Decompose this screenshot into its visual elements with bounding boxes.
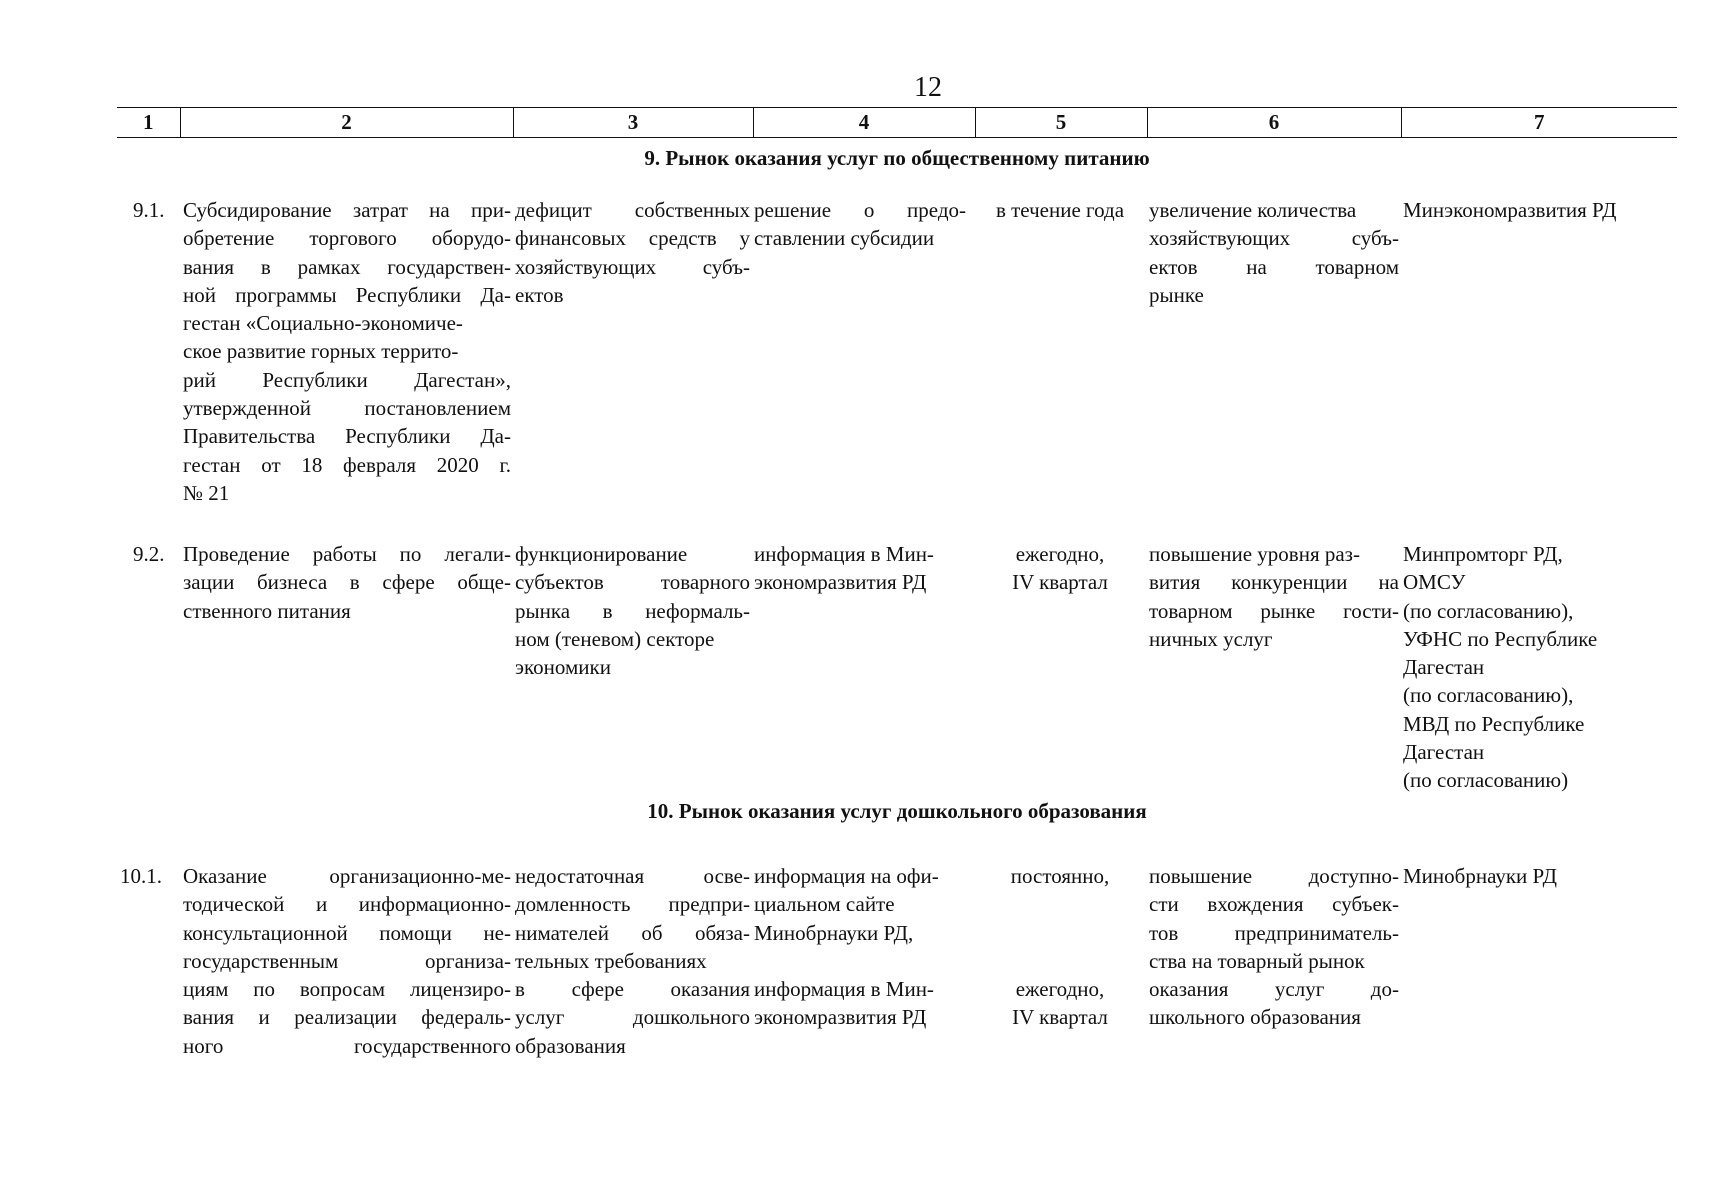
column-header-1: 1: [117, 108, 180, 138]
responsible-cell: [1403, 862, 1678, 890]
text-line: IV квартал: [1012, 1005, 1108, 1030]
section-title: 9. Рынок оказания услуг по общественному питанию: [644, 146, 1150, 170]
text-line: ектов на товарном: [1149, 254, 1399, 279]
text-line: школьного образования: [1149, 1005, 1361, 1030]
text-line: повышение доступно-: [1149, 864, 1399, 888]
text-line: услуг дошкольного: [515, 1005, 750, 1030]
text-line: утвержденной постановлением: [183, 396, 511, 421]
problem-cell: [515, 862, 750, 1060]
column-header-6: 6: [1147, 108, 1401, 138]
page-number: 12: [914, 72, 942, 103]
text-line: (по согласованию): [1403, 768, 1569, 793]
text-line: информация в Мин-: [754, 977, 934, 1002]
text-line: ское развитие горных террито-: [183, 339, 459, 364]
text-line: товарном рынке гости-: [1149, 598, 1399, 623]
result-cell: [1149, 196, 1399, 309]
text-line: консультационной помощи не-: [183, 920, 511, 945]
text-line: постоянно,: [1010, 864, 1110, 888]
text-line: Минпромторг РД,: [1403, 542, 1563, 566]
row-number: 9.1.: [133, 198, 165, 222]
text-line: дефицит собственных: [515, 198, 750, 222]
text-line: циям по вопросам лицензиро-: [183, 977, 511, 1002]
text-line: IV квартал: [1012, 570, 1108, 595]
text-line: МВД по Республике: [1403, 711, 1585, 736]
spacer: [754, 947, 966, 975]
result-cell: [1149, 862, 1399, 1032]
text-line: № 21: [183, 480, 230, 505]
result-cell: [1149, 540, 1399, 653]
text-line: ном (теневом) секторе: [515, 626, 715, 651]
responsible-cell: [1403, 540, 1678, 795]
text-line: Минэкономразвития РД: [1403, 198, 1617, 222]
text-line: ежегодно,: [1015, 542, 1105, 566]
text-line: обретение торгового оборудо-: [183, 226, 511, 251]
text-line: домленность предпри-: [515, 892, 750, 917]
measure-cell: [183, 540, 511, 625]
column-header-4: 4: [753, 108, 975, 138]
text-line: Дагестан: [1403, 655, 1485, 680]
text-line: финансовых средств у: [515, 226, 750, 251]
text-line: гестан от 18 февраля 2020 г.: [183, 452, 511, 477]
text-line: функционирование: [515, 542, 688, 566]
text-line: государственным организа-: [183, 948, 511, 973]
text-line: оказания услуг до-: [1149, 977, 1399, 1002]
column-header-7: 7: [1401, 108, 1677, 138]
text-line: Проведение работы по легали-: [183, 542, 511, 566]
document-cell: [754, 862, 966, 1032]
text-line: Субсидирование затрат на при-: [183, 198, 511, 222]
text-line: (по согласованию),: [1403, 598, 1574, 623]
text-line: решение о предо-: [754, 198, 966, 222]
text-line: Дагестан: [1403, 740, 1485, 765]
text-line: хозяйствующих субъ-: [515, 254, 750, 279]
text-line: Оказание организационно-ме-: [183, 864, 511, 888]
row-number: 9.2.: [133, 542, 165, 566]
term-cell: [982, 540, 1138, 597]
text-line: ставлении субсидии: [754, 226, 935, 251]
text-line: вания и реализации федераль-: [183, 1005, 511, 1030]
text-line: экономразвития РД: [754, 570, 927, 595]
text-line: ственного питания: [183, 598, 351, 623]
text-line: повышение уровня раз-: [1149, 542, 1360, 566]
text-line: ной программы Республики Да-: [183, 282, 511, 307]
text-line: информация на офи-: [754, 864, 939, 888]
column-header-5: 5: [975, 108, 1147, 138]
spacer: [982, 890, 1138, 918]
text-line: Правительства Республики Да-: [183, 424, 511, 449]
text-line: ОМСУ: [1403, 570, 1466, 595]
text-line: увеличение количества: [1149, 198, 1357, 222]
text-line: гестан «Социально-экономиче-: [183, 311, 463, 336]
measure-cell: [183, 862, 511, 1060]
term-cell: [982, 862, 1138, 1032]
text-line: рынке: [1149, 282, 1204, 307]
text-line: вития конкуренции на: [1149, 570, 1399, 595]
text-line: вания в рамках государствен-: [183, 254, 511, 279]
term-cell: [982, 196, 1138, 224]
text-line: рынка в неформаль-: [515, 598, 750, 623]
spacer: [982, 947, 1138, 975]
text-line: циальном сайте: [754, 892, 895, 917]
problem-cell: [515, 196, 750, 309]
text-line: тодической и информационно-: [183, 892, 511, 917]
text-line: экономразвития РД: [754, 1005, 927, 1030]
column-header-3: 3: [513, 108, 753, 138]
row-number: 10.1.: [120, 864, 162, 888]
text-line: Минобрнауки РД: [1403, 864, 1557, 888]
text-line: сти вхождения субъек-: [1149, 892, 1399, 917]
text-line: ного государственного: [183, 1033, 511, 1058]
text-line: ежегодно,: [1015, 977, 1105, 1002]
text-line: хозяйствующих субъ-: [1149, 226, 1399, 251]
document-cell: [754, 540, 966, 597]
section-title: 10. Рынок оказания услуг дошкольного образования: [647, 799, 1147, 823]
text-line: в сфере оказания: [515, 977, 750, 1002]
measure-cell: [183, 196, 511, 507]
text-line: ничных услуг: [1149, 626, 1273, 651]
spacer: [982, 919, 1138, 947]
responsible-cell: [1403, 196, 1678, 224]
text-line: зации бизнеса в сфере обще-: [183, 570, 511, 595]
document-cell: [754, 196, 966, 253]
text-line: тельных требованиях: [515, 948, 707, 973]
text-line: субъектов товарного: [515, 570, 750, 595]
text-line: тов предприниматель-: [1149, 920, 1399, 945]
text-line: в течение года: [995, 198, 1125, 222]
text-line: Минобрнауки РД,: [754, 920, 914, 945]
column-header-row: [117, 107, 1677, 138]
text-line: нимателей об обяза-: [515, 920, 750, 945]
text-line: недостаточная осве-: [515, 864, 750, 888]
text-line: ектов: [515, 282, 564, 307]
text-line: (по согласованию),: [1403, 683, 1574, 708]
text-line: УФНС по Республике: [1403, 626, 1598, 651]
text-line: ства на товарный рынок: [1149, 948, 1365, 973]
column-header-2: 2: [180, 108, 513, 138]
problem-cell: [515, 540, 750, 681]
text-line: образования: [515, 1033, 626, 1058]
text-line: информация в Мин-: [754, 542, 934, 566]
text-line: экономики: [515, 655, 611, 680]
text-line: рий Республики Дагестан»,: [183, 367, 511, 392]
